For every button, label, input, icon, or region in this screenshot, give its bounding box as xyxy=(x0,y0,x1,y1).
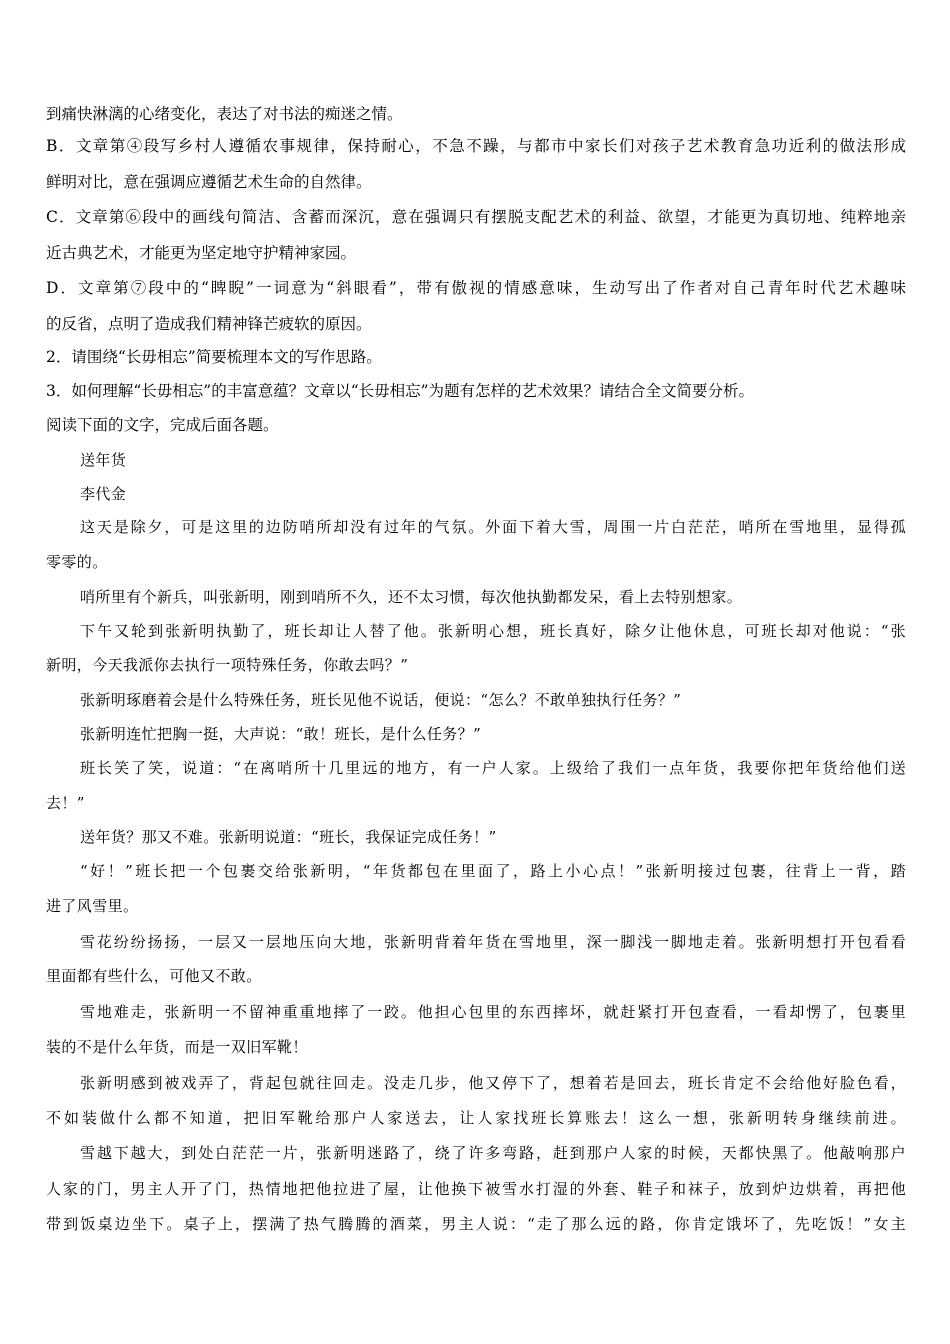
option-a-continuation: 到痛快淋漓的心绪变化，表达了对书法的痴迷之情。 xyxy=(46,105,403,123)
paragraph-1-cont: 零零的。 xyxy=(46,553,108,571)
paragraph-12: 雪越下越大，到处白茫茫一片，张新明迷路了，绕了许多弯路，赶到那户人家的时候，天都快黑了。他敲响那户 xyxy=(80,1144,906,1162)
paragraph-4: 张新明琢磨着会是什么特殊任务，班长见他不说话，便说：“怎么？不敢单独执行任务？” xyxy=(80,691,682,709)
paragraph-7: 送年货？那又不难。张新明说道：“班长，我保证完成任务！” xyxy=(80,828,497,846)
story-title: 送年货 xyxy=(80,451,127,469)
paragraph-10-cont: 装的不是什么年货，而是一双旧军靴！ xyxy=(46,1038,308,1056)
paragraph-5: 张新明连忙把胸一挺，大声说：“敢！班长，是什么任务？” xyxy=(80,725,482,743)
option-c: C．文章第⑥段中的画线句简洁、含蓄而深沉，意在强调只有摆脱支配艺术的利益、欲望，才能更为真切地、纯粹地亲 xyxy=(46,208,906,226)
option-d-continuation: 的反省，点明了造成我们精神锋芒疲软的原因。 xyxy=(46,315,372,333)
option-d: D．文章第⑦段中的“睥睨”一词意为“斜眼看”，带有傲视的情感意味，生动写出了作者对自己青年时代艺术趣味 xyxy=(46,279,906,297)
paragraph-12-cont-2: 带到饭桌边坐下。桌子上，摆满了热气腾腾的酒菜，男主人说：“走了那么远的路，你肯定饿坏了，先吃饭！”女主 xyxy=(46,1215,906,1233)
paragraph-9-cont: 里面都有些什么，可他又不敢。 xyxy=(46,967,262,985)
paragraph-2: 哨所里有个新兵，叫张新明，刚到哨所不久，还不太习惯，每次他执勤都发呆，看上去特别想家。 xyxy=(80,588,743,606)
paragraph-3: 下午又轮到张新明执勤了，班长却让人替了他。张新明心想，班长真好，除夕让他休息，可班长却对他说：“张 xyxy=(80,622,906,640)
paragraph-9: 雪花纷纷扬扬，一层又一层地压向大地，张新明背着年货在雪地里，深一脚浅一脚地走着。张新明想打开包看看 xyxy=(80,933,906,951)
paragraph-11-cont: 不如装做什么都不知道，把旧军靴给那户人家送去，让人家找班长算账去！这么一想，张新明转身继续前进。 xyxy=(46,1109,906,1127)
paragraph-1: 这天是除夕，可是这里的边防哨所却没有过年的气氛。外面下着大雪，周围一片白茫茫，哨所在雪地里，显得孤 xyxy=(80,518,906,536)
option-b: B．文章第④段写乡村人遵循农事规律，保持耐心，不急不躁，与都市中家长们对孩子艺术教育急功近利的做法形成 xyxy=(46,137,906,155)
paragraph-11: 张新明感到被戏弄了，背起包就往回走。没走几步，他又停下了，想着若是回去，班长肯定不会给他好脸色看， xyxy=(80,1074,906,1092)
story-author: 李代金 xyxy=(80,485,127,503)
option-b-continuation: 鲜明对比，意在强调应遵循艺术生命的自然律。 xyxy=(46,173,372,191)
paragraph-12-cont: 人家的门，男主人开了门，热情地把他拉进了屋，让他换下被雪水打湿的外套、鞋子和袜子，放到炉边烘着，再把他 xyxy=(46,1180,906,1198)
paragraph-6: 班长笑了笑，说道：“在离哨所十几里远的地方，有一户人家。上级给了我们一点年货，我要你把年货给他们送 xyxy=(80,759,906,777)
question-3: 3．如何理解“长毋相忘”的丰富意蕴？文章以“长毋相忘”为题有怎样的艺术效果？请结合全文简要分析。 xyxy=(46,382,755,400)
paragraph-10: 雪地难走，张新明一不留神重重地摔了一跤。他担心包里的东西摔坏，就赶紧打开包查看，一看却愣了，包裹里 xyxy=(80,1003,906,1021)
paragraph-8-cont: 进了风雪里。 xyxy=(46,897,139,915)
paragraph-6-cont: 去！” xyxy=(46,794,85,812)
paragraph-8: “好！”班长把一个包裹交给张新明，“年货都包在里面了，路上小心点！”张新明接过包裹，往背上一背，踏 xyxy=(80,862,906,880)
question-2: 2．请围绕“长毋相忘”简要梳理本文的写作思路。 xyxy=(46,348,382,366)
reading-instruction: 阅读下面的文字，完成后面各题。 xyxy=(46,416,279,434)
option-c-continuation: 近古典艺术，才能更为坚定地守护精神家园。 xyxy=(46,244,357,262)
paragraph-3-cont: 新明，今天我派你去执行一项特殊任务，你敢去吗？” xyxy=(46,656,409,674)
